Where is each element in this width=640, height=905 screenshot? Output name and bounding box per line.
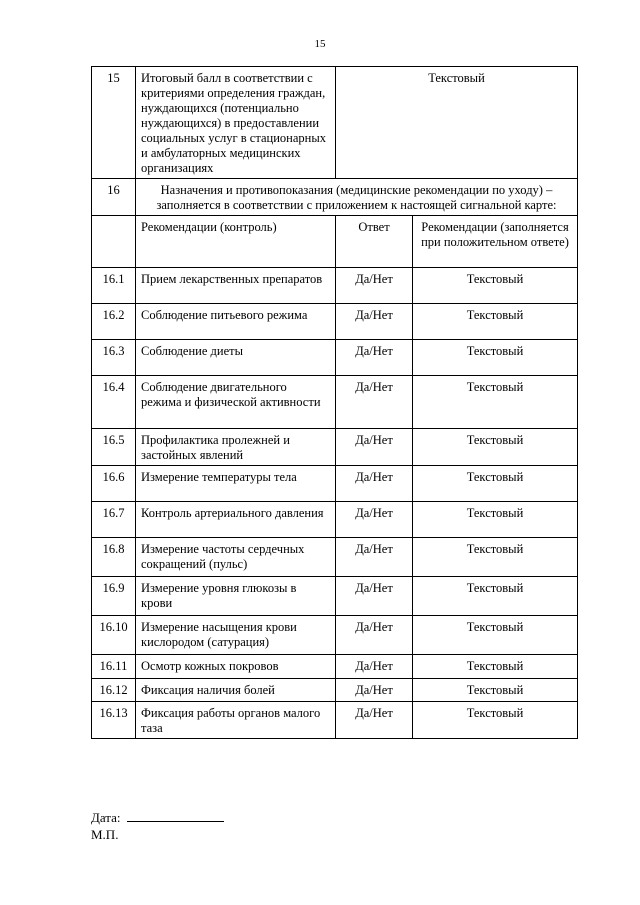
row-label: Соблюдение питьевого режима bbox=[136, 304, 336, 340]
row-number: 16.13 bbox=[92, 702, 136, 739]
table-row bbox=[92, 616, 578, 655]
page-number: 15 bbox=[314, 38, 326, 50]
table-row bbox=[92, 538, 578, 577]
table-row bbox=[92, 655, 578, 679]
stamp-label: М.П. bbox=[91, 827, 119, 842]
row-label: Итоговый балл в соответствии с критериями определения граждан, нуждающихся (потенциально нуждающихся) в предоставлении социальных услуг в стационарных и амбулаторных медицинских организациях bbox=[136, 67, 336, 179]
row-recommendation: Текстовый bbox=[413, 340, 578, 376]
date-label: Дата: bbox=[91, 810, 121, 825]
row-label: Измерение уровня глюкозы в крови bbox=[136, 577, 336, 616]
table-row bbox=[92, 429, 578, 466]
row-answer: Да/Нет bbox=[336, 702, 413, 739]
row-label: Осмотр кожных покровов bbox=[136, 655, 336, 679]
row-label: Фиксация наличия болей bbox=[136, 679, 336, 702]
column-header-recommendations: Рекомендации (контроль) bbox=[136, 216, 336, 268]
row-answer: Да/Нет bbox=[336, 376, 413, 429]
row-label: Измерение насыщения крови кислородом (сатурация) bbox=[136, 616, 336, 655]
row-label: Профилактика пролежней и застойных явлений bbox=[136, 429, 336, 466]
row-number: 16.3 bbox=[92, 340, 136, 376]
row-number: 15 bbox=[92, 67, 136, 179]
table-row bbox=[92, 466, 578, 502]
row-recommendation: Текстовый bbox=[413, 304, 578, 340]
row-label: Измерение температуры тела bbox=[136, 466, 336, 502]
row-recommendation: Текстовый bbox=[413, 502, 578, 538]
row-label: Фиксация работы органов малого таза bbox=[136, 702, 336, 739]
row-value: Текстовый bbox=[336, 67, 578, 179]
table-row-16 bbox=[92, 179, 578, 216]
row-number: 16.12 bbox=[92, 679, 136, 702]
row-number: 16.9 bbox=[92, 577, 136, 616]
row-recommendation: Текстовый bbox=[413, 376, 578, 429]
column-header-recommendation-text: Рекомендации (заполняется при положительном ответе) bbox=[413, 216, 578, 268]
row-answer: Да/Нет bbox=[336, 502, 413, 538]
date-line bbox=[91, 809, 224, 826]
date-field[interactable] bbox=[127, 809, 224, 822]
row-recommendation: Текстовый bbox=[413, 466, 578, 502]
row-answer: Да/Нет bbox=[336, 268, 413, 304]
row-answer: Да/Нет bbox=[336, 577, 413, 616]
table-row-15 bbox=[92, 67, 578, 179]
row-number: 16.6 bbox=[92, 466, 136, 502]
recommendations-table bbox=[91, 66, 578, 739]
row-recommendation: Текстовый bbox=[413, 429, 578, 466]
row-label: Соблюдение двигательного режима и физической активности bbox=[136, 376, 336, 429]
row-recommendation: Текстовый bbox=[413, 268, 578, 304]
row-number: 16.5 bbox=[92, 429, 136, 466]
row-number: 16.2 bbox=[92, 304, 136, 340]
table-row bbox=[92, 702, 578, 739]
row-number: 16.7 bbox=[92, 502, 136, 538]
row-recommendation: Текстовый bbox=[413, 655, 578, 679]
row-label: Соблюдение диеты bbox=[136, 340, 336, 376]
row-number: 16 bbox=[92, 179, 136, 216]
row-answer: Да/Нет bbox=[336, 655, 413, 679]
row-answer: Да/Нет bbox=[336, 340, 413, 376]
empty-cell bbox=[92, 216, 136, 268]
row-answer: Да/Нет bbox=[336, 429, 413, 466]
table-row bbox=[92, 304, 578, 340]
table-row bbox=[92, 376, 578, 429]
table-row bbox=[92, 577, 578, 616]
row-answer: Да/Нет bbox=[336, 466, 413, 502]
table-row bbox=[92, 268, 578, 304]
row-recommendation: Текстовый bbox=[413, 577, 578, 616]
row-recommendation: Текстовый bbox=[413, 702, 578, 739]
row-label: Контроль артериального давления bbox=[136, 502, 336, 538]
row-number: 16.4 bbox=[92, 376, 136, 429]
row-number: 16.11 bbox=[92, 655, 136, 679]
row-label: Измерение частоты сердечных сокращений (пульс) bbox=[136, 538, 336, 577]
row-answer: Да/Нет bbox=[336, 304, 413, 340]
table-row bbox=[92, 340, 578, 376]
row-answer: Да/Нет bbox=[336, 616, 413, 655]
items-body bbox=[92, 268, 578, 739]
row-answer: Да/Нет bbox=[336, 538, 413, 577]
table-row bbox=[92, 502, 578, 538]
row-number: 16.1 bbox=[92, 268, 136, 304]
row-label: Прием лекарственных препаратов bbox=[136, 268, 336, 304]
row-number: 16.8 bbox=[92, 538, 136, 577]
row-recommendation: Текстовый bbox=[413, 538, 578, 577]
row-answer: Да/Нет bbox=[336, 679, 413, 702]
column-header-answer: Ответ bbox=[336, 216, 413, 268]
section-title: Назначения и противопоказания (медицинские рекомендации по уходу) – заполняется в соответствии с приложением к настоящей сигнальной карте: bbox=[136, 179, 578, 216]
footer bbox=[91, 809, 224, 843]
table-row bbox=[92, 679, 578, 702]
row-recommendation: Текстовый bbox=[413, 616, 578, 655]
row-recommendation: Текстовый bbox=[413, 679, 578, 702]
row-number: 16.10 bbox=[92, 616, 136, 655]
subheader-row bbox=[92, 216, 578, 268]
